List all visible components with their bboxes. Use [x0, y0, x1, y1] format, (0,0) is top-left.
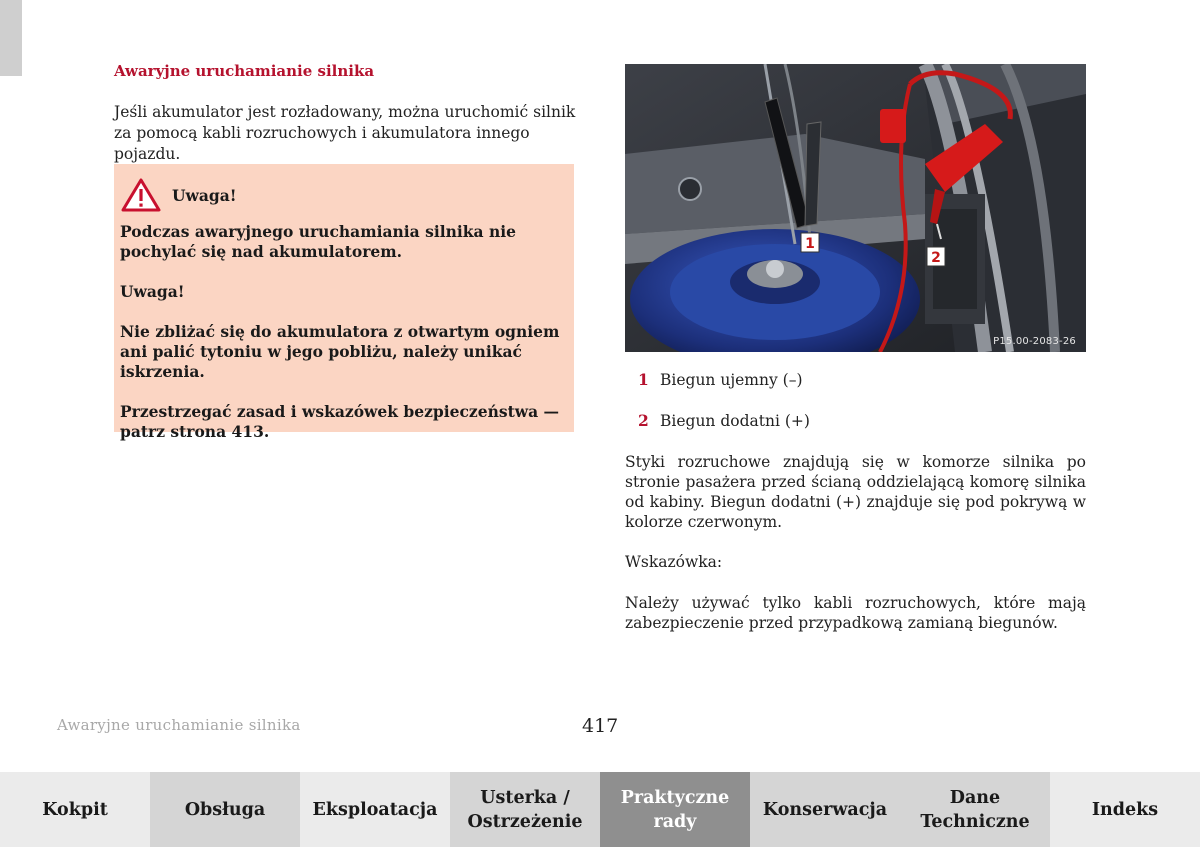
- warning-paragraph: Nie zbliżać się do akumulatora z otwartym ogniem ani palić tytoniu w jego pobliżu, należy unikać iskrzenia.: [120, 322, 560, 381]
- nav-tab-label: Indeks: [1091, 799, 1159, 820]
- warning-title: Uwaga!: [172, 185, 237, 205]
- warning-box: [114, 164, 574, 441]
- legend-number: 2: [638, 411, 649, 430]
- nav-tab-label-line2: Ostrzeżenie: [467, 811, 583, 832]
- warning-paragraph: Przestrzegać zasad i wskazówek bezpieczeństwa — patrz strona 413.: [120, 402, 560, 441]
- photo-callout-1: 1: [805, 236, 815, 252]
- note-label: Wskazówka:: [625, 553, 723, 571]
- nav-tab-obsluga[interactable]: [150, 772, 300, 847]
- engine-bay-photo: [625, 64, 1086, 352]
- nav-tab-label: [467, 786, 582, 834]
- nav-tab-label: Konserwacja: [762, 799, 888, 820]
- nav-tab-label-line1: Usterka /: [480, 787, 570, 808]
- engine-bay-illustration: [625, 64, 1086, 352]
- corner-page-tab: [0, 0, 22, 76]
- nav-tab-konserwacja[interactable]: [750, 772, 900, 847]
- nav-tab-indeks[interactable]: [1050, 772, 1200, 847]
- nav-tab-praktyczne-rady[interactable]: [600, 772, 750, 847]
- nav-tab-usterka[interactable]: [450, 772, 600, 847]
- legend-item: [638, 370, 803, 390]
- page-number: 417: [582, 715, 619, 737]
- nav-tab-label-line1: Dane: [949, 787, 1001, 808]
- body-paragraph: Należy używać tylko kabli rozruchowych, które mają zabezpieczenie przed przypadkową zamianą biegunów.: [625, 594, 1086, 632]
- nav-tab-label-line2: Techniczne: [920, 811, 1030, 832]
- photo-callout-2: 2: [931, 250, 941, 266]
- legend-number: 1: [638, 370, 649, 389]
- nav-tab-label: [920, 786, 1029, 834]
- body-paragraph: Styki rozruchowe znajdują się w komorze silnika po stronie pasażera przed ścianą oddzielającą komorę silnika od kabiny. Biegun dodatni (+) znajduje się pod pokrywą w kolorze czerwonym.: [625, 453, 1086, 531]
- legend-text: Biegun ujemny (–): [660, 371, 803, 389]
- chapter-navigation: [0, 772, 1200, 847]
- nav-tab-label: Kokpit: [42, 799, 108, 820]
- nav-tab-label: Obsługa: [184, 799, 266, 820]
- section-title: Awaryjne uruchamianie silnika: [114, 62, 375, 80]
- legend-text: Biegun dodatni (+): [660, 412, 810, 430]
- footer-section-title: Awaryjne uruchamianie silnika: [57, 716, 301, 734]
- photo-reference-code: P15.00-2083-26: [993, 336, 1076, 347]
- nav-tab-label: Eksploatacja: [312, 799, 438, 820]
- warning-header: [120, 178, 566, 212]
- nav-tab-label-line2: rady: [653, 811, 697, 832]
- nav-tab-label: [621, 786, 730, 834]
- nav-tab-label-line1: Praktyczne: [620, 787, 730, 808]
- intro-paragraph: Jeśli akumulator jest rozładowany, można uruchomić silnik za pomocą kabli rozruchowych i akumulatora innego pojazdu.: [114, 103, 576, 163]
- legend-item: [638, 411, 810, 431]
- warning-paragraph: Podczas awaryjnego uruchamiania silnika nie pochylać się nad akumulatorem.: [120, 222, 516, 261]
- warning-triangle-icon: [120, 177, 162, 213]
- warning-paragraph: Uwaga!: [120, 282, 185, 301]
- nav-tab-eksploatacja[interactable]: [300, 772, 450, 847]
- nav-tab-kokpit[interactable]: [0, 772, 150, 847]
- nav-tab-dane-techniczne[interactable]: [900, 772, 1050, 847]
